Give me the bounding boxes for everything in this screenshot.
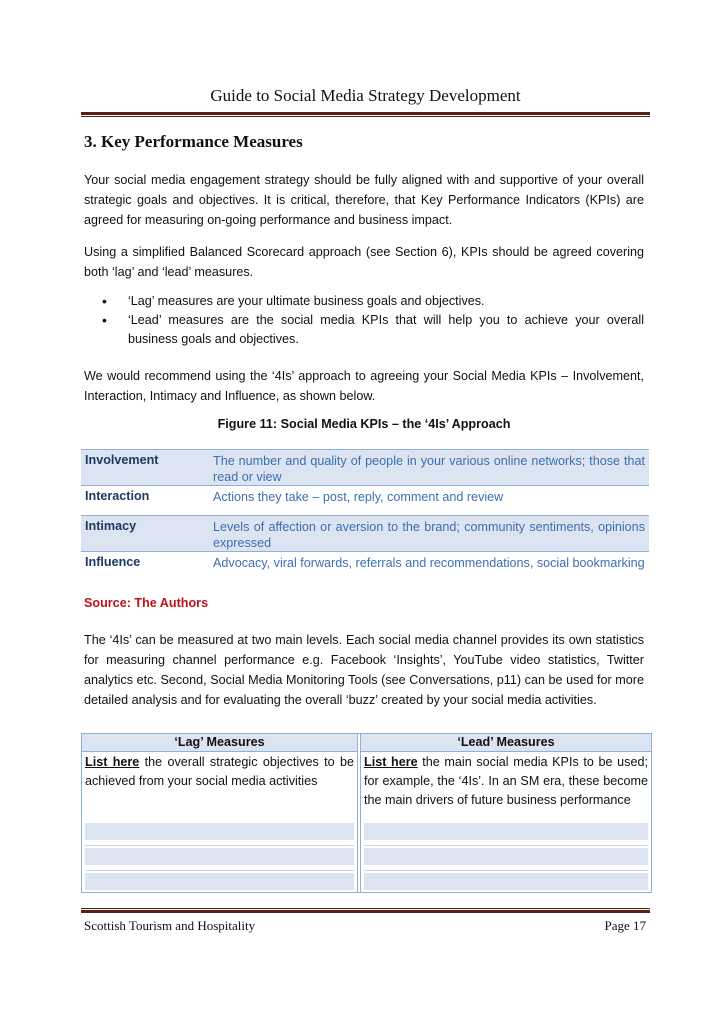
header-rule (81, 112, 650, 117)
lead-cell-text: the main social media KPIs to be used; for example, the ‘4Is’. In an SM era, these become the main drivers of future business performance (364, 755, 648, 807)
lag-cell (82, 752, 357, 792)
kpi-row-interaction (81, 485, 649, 515)
kpi-term: Involvement (85, 453, 159, 467)
blank-row[interactable] (364, 848, 648, 865)
kpi-description: Advocacy, viral forwards, referrals and recommendations, social bookmarking (213, 556, 645, 570)
page-header-title: Guide to Social Media Strategy Development (210, 86, 521, 105)
kpi-description: Levels of affection or aversion to the brand; community sentiments, opinions expressed (213, 520, 645, 550)
kpi-description: Actions they take – post, reply, comment and review (213, 490, 504, 504)
blank-row-line (85, 845, 354, 846)
measurement-paragraph: The ‘4Is’ can be measured at two main levels. Each social media channel provides its own statistics for measuring channel performance e.g. Facebook ‘Insights’, YouTube video statistics, Twitter analytics etc. Second, Social Media Monitoring Tools (see Conversations, p11) can be used for more detailed analysis and for evaluating the overall ‘buzz’ created by your social media activities. (84, 633, 644, 707)
figure-caption: Figure 11: Social Media KPIs – the ‘4Is’ Approach (217, 417, 511, 431)
section-title: 3. Key Performance Measures (84, 132, 303, 151)
lag-column (82, 734, 358, 892)
kpi-row-intimacy (81, 515, 649, 551)
lead-list-here-link[interactable]: List here (364, 755, 418, 769)
kpi-table (81, 449, 649, 587)
lag-list-here-link[interactable]: List here (85, 755, 140, 769)
kpi-term: Interaction (85, 489, 150, 503)
footer-org: Scottish Tourism and Hospitality (84, 918, 256, 933)
bullet-text: ‘Lead’ measures are the social media KPIs that will help you to achieve your overall business goals and objectives. (128, 313, 644, 346)
blank-row[interactable] (85, 873, 354, 890)
blank-row[interactable] (85, 848, 354, 865)
lead-column (360, 734, 651, 892)
blank-row-line (364, 845, 648, 846)
blank-row-line (85, 870, 354, 871)
kpi-term: Influence (85, 555, 141, 569)
source-note: Source: The Authors (84, 596, 209, 610)
blank-row[interactable] (85, 823, 354, 840)
lead-header: ‘Lead’ Measures (361, 734, 651, 752)
blank-row[interactable] (364, 873, 648, 890)
lead-cell (361, 752, 651, 811)
footer-rule (81, 908, 650, 913)
kpi-row-involvement (81, 449, 649, 485)
lag-cell-text: the overall strategic objectives to be achieved from your social media activities (85, 755, 354, 788)
blank-row[interactable] (364, 823, 648, 840)
bullet-text: ‘Lag’ measures are your ultimate business goals and objectives. (128, 294, 485, 308)
blank-row-line (364, 870, 648, 871)
footer-page-number: Page 17 (604, 918, 646, 933)
intro-paragraph: Your social media engagement strategy should be fully aligned with and supportive of your overall strategic goals and objectives. It is critical, therefore, that Key Performance Indicators (KPIs) are agreed for measuring on-going performance and business impact. (84, 173, 644, 227)
bullet-item (100, 292, 644, 311)
lag-lead-table (81, 733, 652, 893)
kpi-term: Intimacy (85, 519, 137, 533)
scorecard-paragraph: Using a simplified Balanced Scorecard approach (see Section 6), KPIs should be agreed covering both ‘lag’ and ‘lead’ measures. (84, 245, 644, 279)
bullet-icon: • (102, 293, 107, 309)
measures-bullet-list (100, 292, 644, 349)
lag-header: ‘Lag’ Measures (82, 734, 357, 752)
kpi-description: The number and quality of people in your various online networks; those that read or view (213, 454, 645, 484)
bullet-item (100, 311, 644, 349)
kpi-row-influence (81, 551, 649, 587)
recommend-paragraph: We would recommend using the ‘4Is’ approach to agreeing your Social Media KPIs – Involvement, Interaction, Intimacy and Influence, as shown below. (84, 369, 644, 403)
bullet-icon: • (102, 312, 107, 328)
